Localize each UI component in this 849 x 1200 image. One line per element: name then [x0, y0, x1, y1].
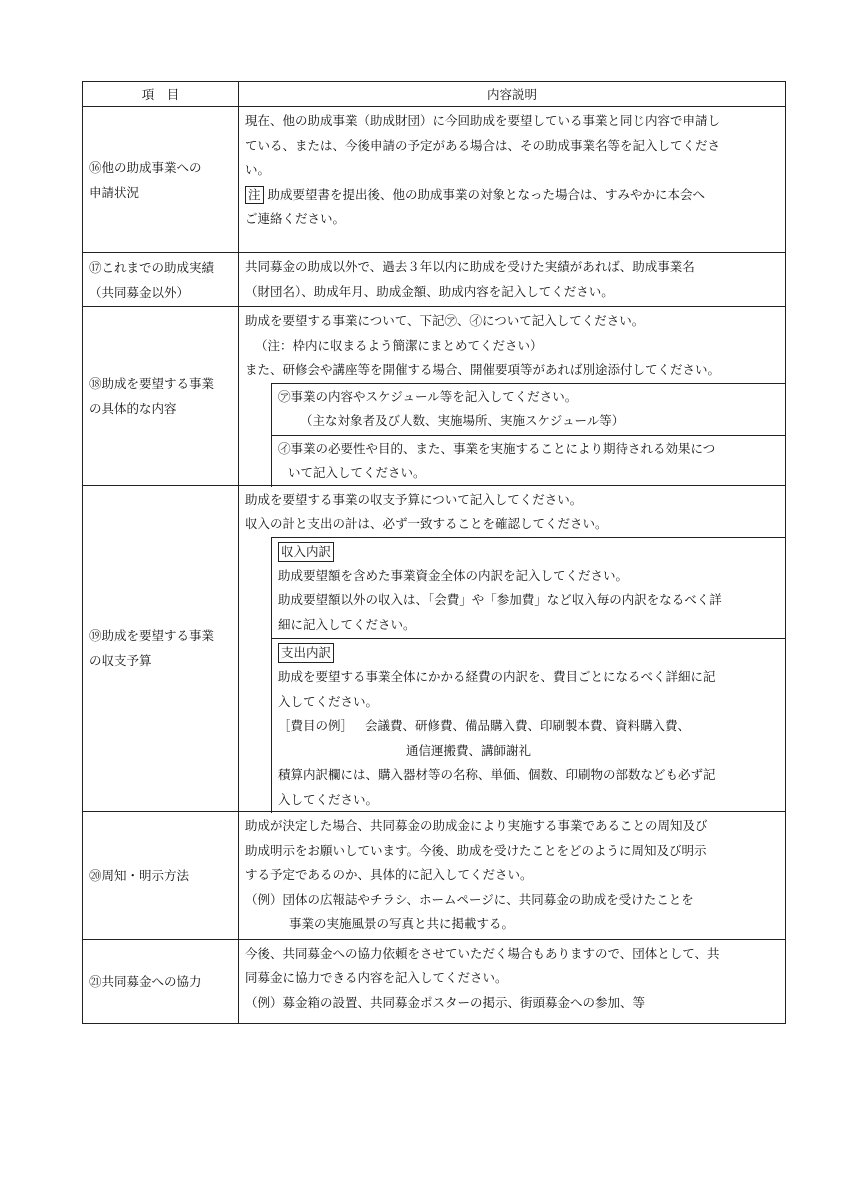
desc-cell-20	[239, 812, 786, 940]
item-label: ⑳周知・明示方法	[89, 867, 190, 883]
example-text: 会議費、研修費、備品購入費、印刷製本費、資料購入費、	[365, 718, 691, 733]
desc-line: 助成を要望する事業について、下記㋐、㋑について記入してください。	[245, 313, 645, 328]
table-row	[83, 107, 786, 253]
item-label: （共同募金以外）	[89, 284, 190, 300]
desc-line: い。	[245, 162, 271, 177]
item-cell-20	[83, 812, 239, 940]
table-row	[83, 253, 786, 307]
sub-line: （主な対象者及び人数、実施場所、実施スケジュール等）	[300, 413, 625, 428]
desc-line: 同募金に協力できる内容を記入してください。	[245, 970, 508, 985]
example-label: ［費目の例］	[278, 718, 354, 733]
desc-line: （例）募金箱の設置、共同募金ポスターの掲示、街頭募金への参加、等	[245, 994, 646, 1010]
item-label: ⑲助成を要望する事業	[89, 628, 215, 644]
table-row	[83, 307, 786, 486]
desc-line: （財団名）、助成年月、助成金額、助成内容を記入してください。	[245, 283, 614, 299]
content-subbox	[271, 383, 785, 487]
header-item: 項 目	[83, 82, 239, 107]
item-label: ⑰これまでの助成実績	[89, 259, 215, 275]
desc-line: （例）団体の広報誌やチラシ、ホームページに、共同募金の助成を受けたことを	[245, 891, 694, 907]
item-label: ⑱助成を要望する事業	[89, 375, 215, 391]
desc-line: ている、または、今後申請の予定がある場合は、その助成事業名等を記入してくださ	[245, 137, 721, 153]
item-label: ⑯他の助成事業への	[89, 159, 202, 175]
desc-line: （注：枠内に収まるよう簡潔にまとめてください）	[255, 337, 543, 353]
expense-line: 助成を要望する事業全体にかかる経費の内訳を、費目ごとになるべく詳細に記	[278, 669, 716, 684]
subsection-b	[272, 436, 785, 487]
table-row	[83, 485, 786, 812]
desc-cell-18	[239, 307, 786, 486]
expense-line: 入してください。	[278, 791, 379, 807]
expense-title: 支出内訳	[278, 643, 334, 663]
note-line	[245, 183, 781, 208]
item-cell-18	[83, 307, 239, 486]
desc-cell-21	[239, 939, 786, 1023]
income-line: 助成要望額を含めた事業資金全体の内訳を記入してください。	[278, 567, 629, 583]
income-section	[272, 538, 785, 640]
income-line: 細に記入してください。	[278, 616, 416, 632]
item-cell-16	[83, 107, 239, 253]
desc-line: 助成明示をお願いしています。今後、助成を受けたことをどのように周知及び明示	[245, 842, 707, 858]
note-tag: 注	[245, 186, 264, 204]
table-header-row	[83, 82, 786, 107]
desc-line: また、研修会や講座等を開催する場合、開催要項等があれば別途添付してください。	[245, 362, 721, 377]
description-table	[82, 81, 786, 1024]
sub-line: ㋐事業の内容やスケジュール等を記入してください。	[278, 388, 578, 404]
item-cell-21	[83, 939, 239, 1023]
item-label: の収支予算	[89, 653, 152, 669]
table-row	[83, 939, 786, 1023]
note-text: 助成要望書を提出後、他の助成事業の対象となった場合は、すみやかに本会へ	[267, 186, 706, 202]
sub-line: いて記入してください。	[288, 465, 426, 480]
expense-line: 積算内訳欄には、購入器材等の名称、単価、個数、印刷物の部数なども必ず記	[278, 767, 716, 782]
budget-subbox	[271, 537, 785, 814]
expense-section	[272, 639, 785, 813]
desc-cell-16	[239, 107, 786, 253]
expense-example	[278, 714, 785, 739]
desc-line: 共同募金の助成以外で、過去３年以内に助成を受けた実績があれば、助成事業名	[245, 259, 695, 274]
desc-line: 現在、他の助成事業（助成財団）に今回助成を要望している事業と同じ内容で申請し	[245, 113, 721, 128]
desc-line: 今後、共同募金への協力依頼をさせていただく場合もありますので、団体として、共	[245, 945, 720, 961]
expense-line: 入してください。	[278, 693, 379, 709]
sub-line: ㋑事業の必要性や目的、また、事業を実施することにより期待される効果につ	[278, 440, 716, 456]
desc-line: 事業の実施風景の写真と共に掲載する。	[289, 916, 515, 931]
expense-example-cont: 通信運搬費、講師謝礼	[406, 742, 532, 758]
subsection-a	[272, 384, 785, 436]
income-title: 収入内訳	[278, 542, 334, 562]
income-line: 助成要望額以外の収入は、「会費」や「参加費」など収入毎の内訳をなるべく詳	[278, 592, 722, 607]
note-line: ご連絡ください。	[245, 211, 346, 226]
item-cell-17	[83, 253, 239, 307]
item-cell-19	[83, 485, 239, 812]
desc-cell-19	[239, 485, 786, 812]
table-row	[83, 812, 786, 940]
desc-line: 収入の計と支出の計は、必ず一致することを確認してください。	[245, 516, 608, 531]
desc-line: 助成を要望する事業の収支予算について記入してください。	[245, 491, 583, 507]
desc-line: する予定であるのか、具体的に記入してください。	[245, 867, 533, 882]
item-label: の具体的な内容	[89, 400, 177, 416]
item-label: 申請状況	[89, 184, 140, 200]
desc-cell-17	[239, 253, 786, 307]
desc-line: 助成が決定した場合、共同募金の助成金により実施する事業であることの周知及び	[245, 818, 708, 833]
item-label: ㉑共同募金への協力	[89, 973, 202, 989]
header-description: 内容説明	[239, 82, 786, 107]
